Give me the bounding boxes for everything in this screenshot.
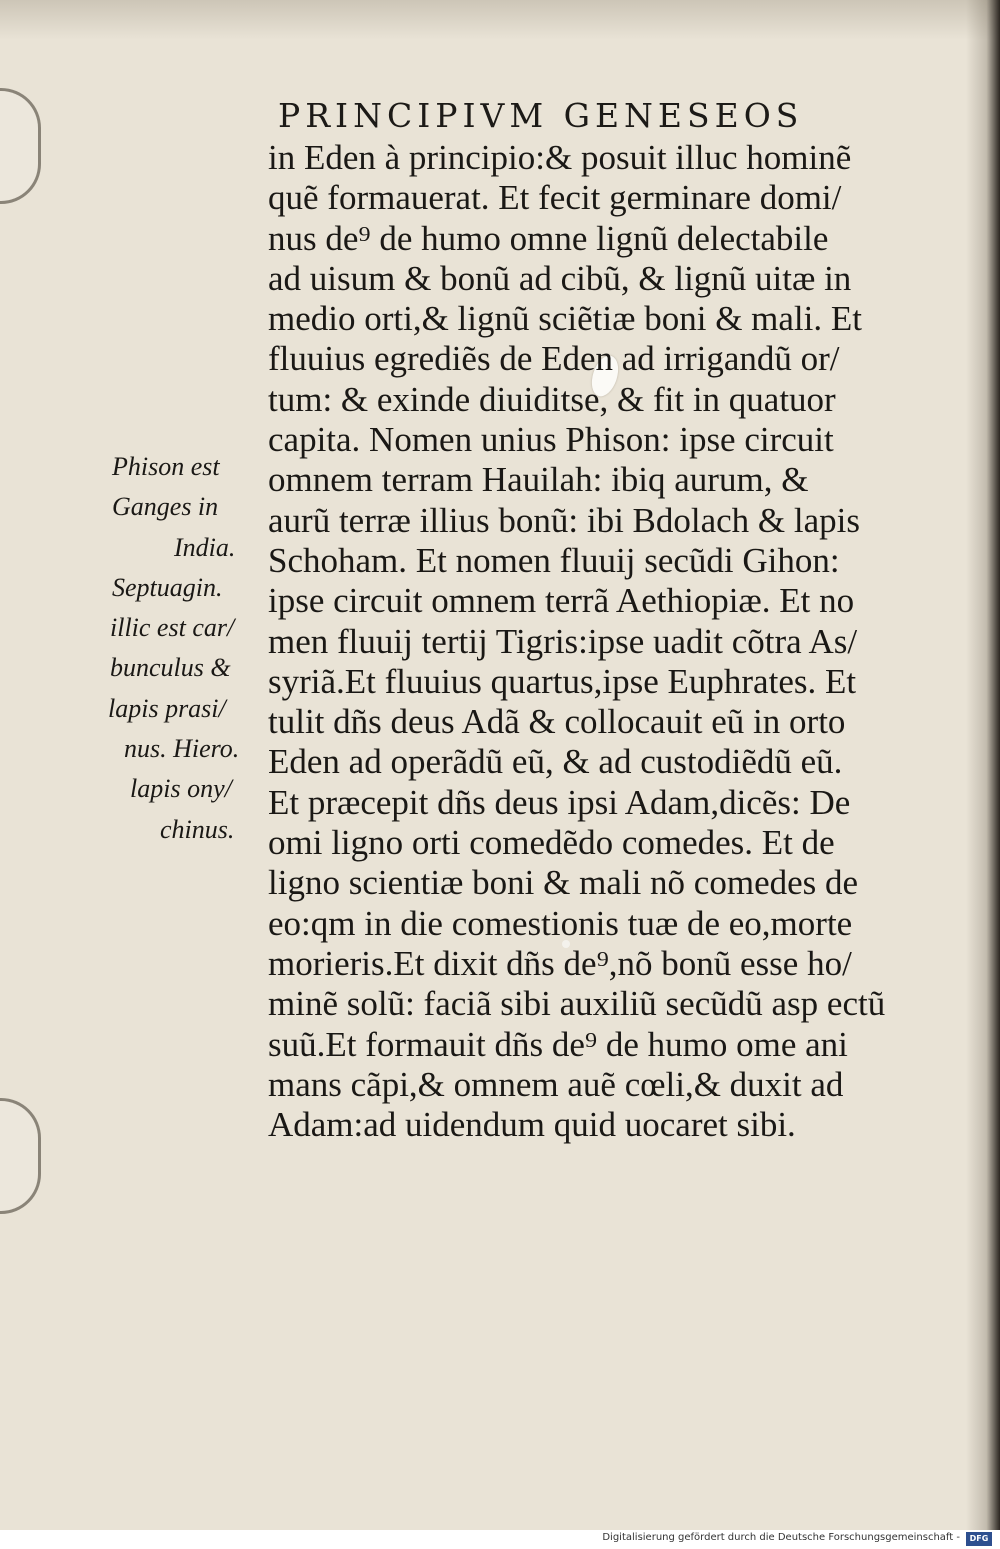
text-line: ad uisum & bonũ ad cibũ, & lignũ uitæ in xyxy=(268,258,852,298)
marginal-line: chinus. xyxy=(160,814,235,844)
page-clip-top xyxy=(0,88,41,204)
text-line: aurũ terræ illius bonũ: ibi Bdolach & lapis xyxy=(268,500,861,540)
text-line: suũ.Et formauit dñs de⁹ de humo ome ani xyxy=(268,1024,848,1064)
text-line: nus de⁹ de humo omne lignũ delectabile xyxy=(268,218,829,258)
text-line: Eden ad operãdũ eũ, & ad custodiẽdũ eũ. xyxy=(268,742,843,782)
text-line: tum: & exinde diuiditse, & fit in quatuor xyxy=(268,379,836,419)
text-line: Schoham. Et nomen fluuij secũdi Gihon: xyxy=(268,540,840,580)
page-shadow xyxy=(0,0,1000,40)
marginal-line: nus. Hiero. xyxy=(124,734,240,764)
text-line: ipse circuit omnem terrã Aethiopiæ. Et no xyxy=(268,581,855,621)
marginal-note xyxy=(100,447,264,850)
text-line: omi ligno orti comedẽdo comedes. Et de xyxy=(268,823,835,863)
text-line: omnem terram Hauilah: ibiq aurum, & xyxy=(268,460,809,500)
funding-credit: Digitalisierung gefördert durch die Deutsche Forschungsgemeinschaft - xyxy=(602,1532,960,1543)
text-line: fluuius egrediẽs de Eden ad irrigandũ or/ xyxy=(268,339,840,379)
text-line: in Eden à principio:& posuit illuc hominẽ xyxy=(268,138,852,177)
text-line: medio orti,& lignũ sciẽtiæ boni & mali. Et xyxy=(268,299,862,339)
digitization-footer xyxy=(0,1530,1000,1549)
page-edge-shadow xyxy=(966,0,1000,1530)
running-head: PRINCIPIVM GENESEOS xyxy=(278,96,804,135)
marginal-line: lapis prasi/ xyxy=(108,693,226,723)
text-line: minẽ solũ: faciã sibi auxiliũ secũdũ asp ectũ xyxy=(268,984,886,1024)
main-text-block xyxy=(268,138,918,1145)
marginal-line: bunculus & xyxy=(110,653,231,683)
dfg-logo: DFG xyxy=(966,1532,992,1546)
text-line: syriã.Et fluuius quartus,ipse Euphrates. Et xyxy=(268,661,857,701)
text-line: ligno scientiæ boni & mali nõ comedes de xyxy=(268,863,859,903)
marginal-line: Ganges in xyxy=(112,492,219,522)
text-line: men fluuij tertij Tigris:ipse uadit cõtra As/ xyxy=(268,621,858,661)
marginal-line: India. xyxy=(174,532,236,562)
marginal-line: illic est car/ xyxy=(110,613,235,643)
text-line: morieris.Et dixit dñs de⁹,nõ bonũ esse ho/ xyxy=(268,943,852,983)
text-line: eo:qm in die comestionis tuæ de eo,morte xyxy=(268,903,853,943)
marginal-line: Phison est xyxy=(112,452,220,481)
text-line: mans cãpi,& omnem auẽ cœli,& duxit ad xyxy=(268,1064,844,1104)
text-line: Et præcepit dñs deus ipsi Adam,dicẽs: De xyxy=(268,782,851,822)
text-line: quẽ formauerat. Et fecit germinare domi/ xyxy=(268,178,842,218)
marginal-line: Septuagin. xyxy=(112,572,223,602)
marginal-line: lapis ony/ xyxy=(130,774,232,804)
text-line: Adam:ad uidendum quid uocaret sibi. xyxy=(268,1105,796,1145)
page-clip-bottom xyxy=(0,1098,41,1214)
text-line: tulit dñs deus Adã & collocauit eũ in orto xyxy=(268,702,846,742)
text-line: capita. Nomen unius Phison: ipse circuit xyxy=(268,420,834,460)
